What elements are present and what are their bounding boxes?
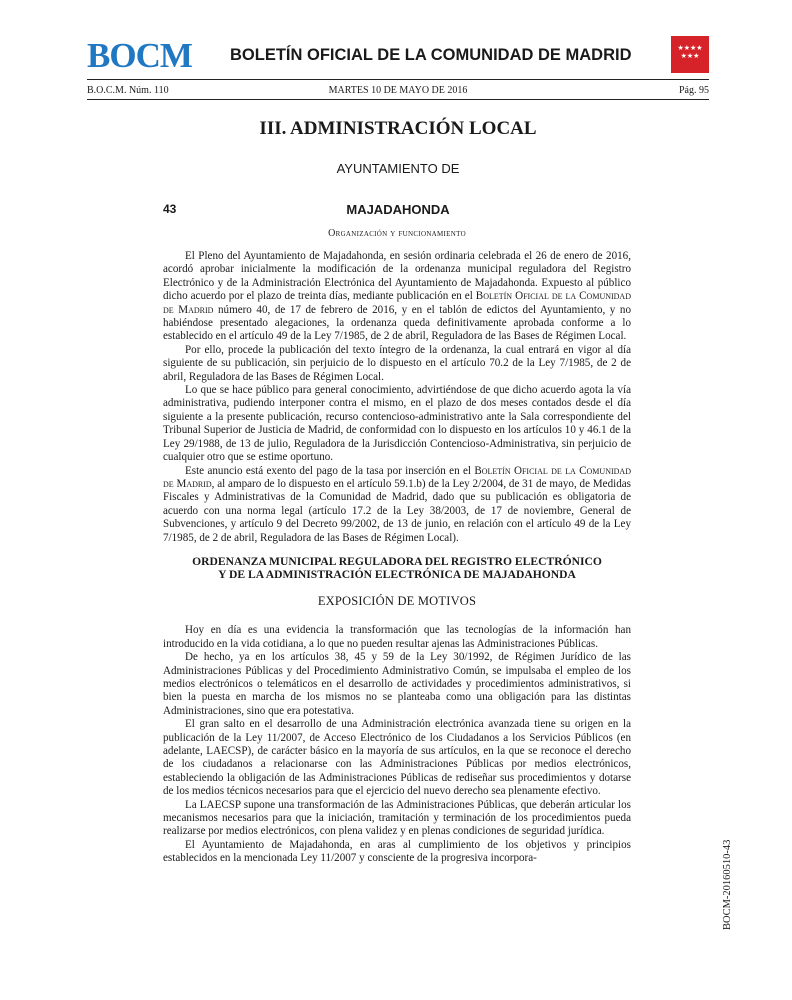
paragraph-2: Por ello, procede la publicación del texto íntegro de la ordenanza, la cual entrará en vigor al día siguiente de su publicación, sin perjuicio de lo dispuesto en el artículo 70.2 de la Ley 7/1985, de 2 de abril, Reguladora de las Bases de Régimen Local. bbox=[163, 343, 631, 383]
paragraph-8: La LAECSP supone una transformación de las Administraciones Públicas, que deberán articular los mecanismos necesarios para que la iniciación, tramitación y terminación de los procedimientos pueda realizarse por medios electrónicos, con plena validez y en plenas condiciones de seguridad jurídica. bbox=[163, 798, 631, 838]
issue-date: MARTES 10 DE MAYO DE 2016 bbox=[328, 85, 468, 96]
paragraph-3: Lo que se hace público para general conocimiento, advirtiéndose de que dicho acuerdo agota la vía administrativa, pudiendo interponer contra el mismo, en el plazo de dos meses contados desde el día siguiente a la presente publicación, recurso contencioso-administrativo ante la Sala correspondiente del Tribunal Superior de Justicia de Madrid, de conformidad con lo dispuesto en los artículos 10 y 46.1 de la Ley 29/1988, de 13 de julio, Reguladora de la Jurisdicción Contencioso-Administrativa, sin perjuicio de cualquier otro que se estime oportuno. bbox=[163, 384, 631, 464]
bocm-logo: BOCM bbox=[87, 36, 192, 75]
section-subtitle: AYUNTAMIENTO DE bbox=[336, 161, 460, 176]
paragraph-4-text-a: Este anuncio está exento del pago de la tasa por inserción en el bbox=[185, 464, 475, 477]
issue-number: B.O.C.M. Núm. 110 bbox=[87, 85, 169, 96]
paragraph-5: Hoy en día es una evidencia la transformación que las tecnologías de la información han introducido en la vida cotidiana, a lo que no pueden resultar ajenas las Administraciones Públicas. bbox=[163, 624, 631, 650]
paragraph-1 bbox=[163, 250, 631, 344]
flag-stars-row1: ★★★★ bbox=[677, 44, 703, 52]
paragraph-4 bbox=[163, 465, 631, 545]
paragraph-6: De hecho, ya en los artículos 38, 45 y 59 de la Ley 30/1992, de Régimen Jurídico de las Administraciones Públicas y del Procedimiento Administrativo Común, se impulsaba el empleo de los medios electrónicos o telemáticos en el desarrollo de actividades y procedimientos administrativos, si bien la puesta en marcha de los mismos no se planteaba como una obligación para las distintas Administraciones, sino que era potestativa. bbox=[163, 651, 631, 717]
paragraph-9: El Ayuntamiento de Majadahonda, en aras al cumplimiento de los objetivos y principios establecidos en la mencionada Ley 11/2007 y consciente de la progresiva incorpora- bbox=[163, 838, 631, 865]
item-number: 43 bbox=[163, 202, 177, 216]
header-rule-bottom bbox=[87, 99, 709, 100]
ordinance-title bbox=[163, 555, 631, 581]
document-code: BOCM-20160510-43 bbox=[722, 839, 733, 930]
exposition-heading: EXPOSICIÓN DE MOTIVOS bbox=[317, 593, 477, 608]
ordinance-title-line1: ORDENANZA MUNICIPAL REGULADORA DEL REGISTRO ELECTRÓNICO bbox=[192, 554, 602, 568]
flag-stars-row2: ★★★ bbox=[680, 52, 700, 60]
madrid-flag-icon bbox=[671, 36, 709, 73]
paragraph-1-gazette-name: Boletín Oficial de la Comunidad de Madrid bbox=[163, 290, 631, 316]
municipality-name: MAJADAHONDA bbox=[346, 202, 450, 217]
paragraph-1-text-a: El Pleno del Ayuntamiento de Majadahonda, en sesión ordinaria celebrada el 26 de enero de 2016, acordó aprobar inicialmente la modificación de la ordenanza municipal reguladora del Registro Electrónico y de la Administración Electrónica del Ayuntamiento de Majadahonda. Expuesto al público dicho acuerdo por el plazo de treinta días, mediante publicación en el bbox=[163, 250, 631, 303]
section-title: III. ADMINISTRACIÓN LOCAL bbox=[259, 118, 537, 139]
publication-title: BOLETÍN OFICIAL DE LA COMUNIDAD DE MADRID bbox=[230, 46, 632, 64]
document-body bbox=[163, 250, 631, 866]
ordinance-title-line2: Y DE LA ADMINISTRACIÓN ELECTRÓNICA DE MAJADAHONDA bbox=[218, 567, 576, 581]
header-rule-top bbox=[87, 79, 709, 80]
paragraph-1-text-c: número 40, de 17 de febrero de 2016, y en el tablón de edictos del Ayuntamiento, y no habiéndose presentado alegaciones, la ordenanza queda definitivamente aprobada conforme a lo establecido en el artículo 49 de la Ley 7/1985, de 2 de abril, Reguladora de las Bases de Régimen Local. bbox=[163, 303, 632, 343]
masthead bbox=[87, 36, 709, 76]
paragraph-4-text-c: , al amparo de lo dispuesto en el artículo 59.1.b) de la Ley 2/2004, de 31 de mayo, de Medidas Fiscales y Administrativas de la Comunidad de Madrid, dado que su publicación es obligatoria de acuerdo con una norma legal (artículo 17.2 de la Ley 38/2003, de 17 de noviembre, General de Subvenciones, y artículo 9 del Decreto 99/2002, de 13 de junio, en relación con el artículo 49 de la Ley 7/1985, de 2 de abril, Reguladora de las Bases de Régimen Local). bbox=[163, 477, 631, 544]
page-number: Pág. 95 bbox=[679, 85, 709, 96]
paragraph-4-gazette-name: Boletín Oficial de la Comunidad de Madrid bbox=[163, 464, 631, 490]
category-heading: Organización y funcionamiento bbox=[328, 228, 466, 239]
paragraph-7: El gran salto en el desarrollo de una Administración electrónica avanzada tiene su origen en la publicación de la Ley 11/2007, de Acceso Electrónico de los Ciudadanos a los Servicios Públicos (en adelante, LAECSP), de carácter básico en la mayoría de sus artículos, en la que se reconoce el derecho de los ciudadanos a relacionarse con las Administraciones Públicas por medios electrónicos, estableciendo la obligación de las Administraciones Públicas de rediseñar sus procedimientos y dotarse de los medios técnicos necesarios para que el ejercicio del nuevo derecho sea plenamente efectivo. bbox=[163, 718, 631, 798]
